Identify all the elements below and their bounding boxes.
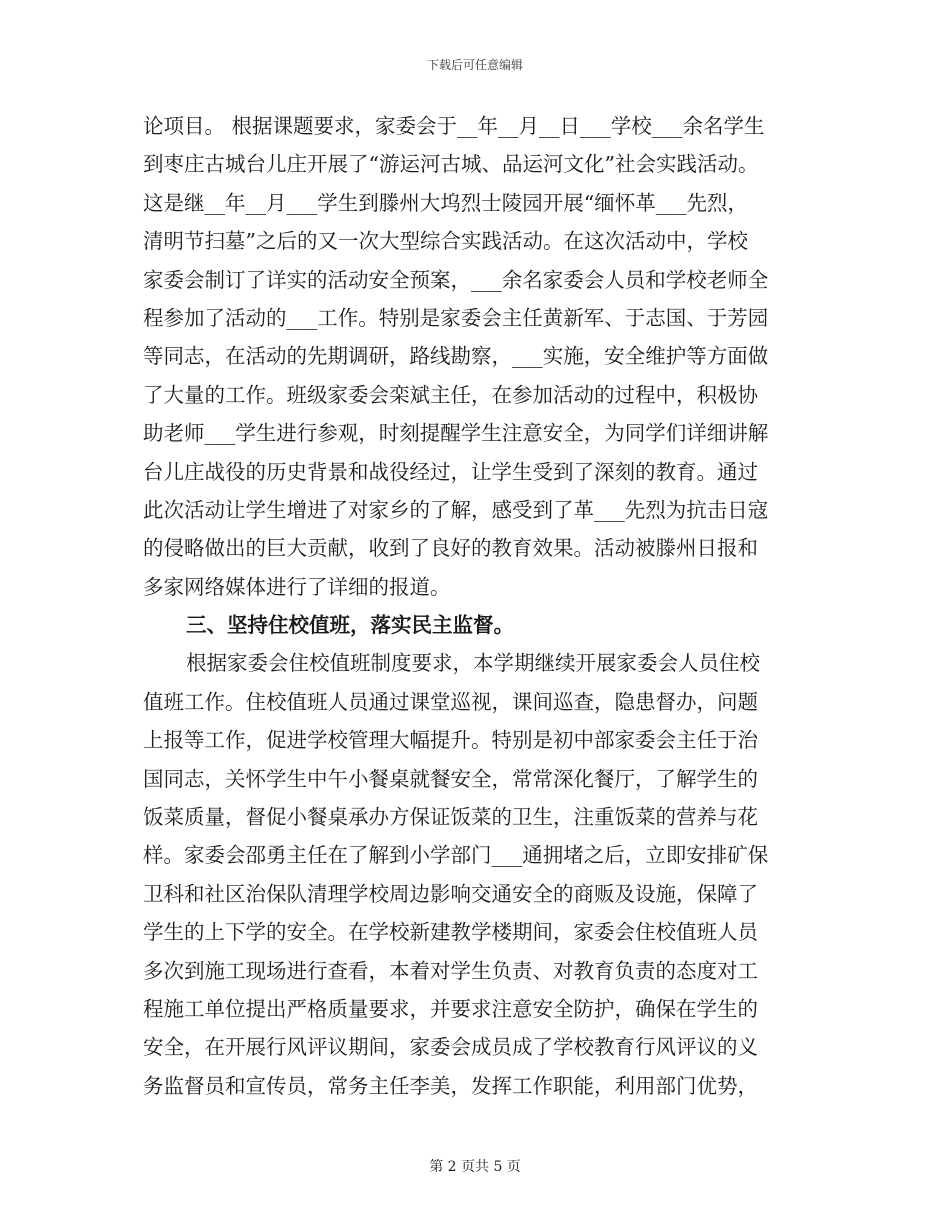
text-line: 助老师___学生进行参观，时刻提醒学生注意安全，为同学们详细讲解 — [143, 421, 769, 446]
text-line: 上报等工作，促进学校管理大幅提升。特别是初中部家委会主任于治 — [143, 728, 758, 753]
text-line: 学生的上下学的安全。在学校新建教学楼期间，家委会住校值班人员 — [143, 920, 758, 945]
text-line: 台儿庄战役的历史背景和战役经过，让学生受到了深刻的教育。通过 — [143, 459, 758, 484]
text-line: 清明节扫墓”之后的又一次大型综合实践活动。在这次活动中，学校 — [143, 229, 748, 254]
paragraph-duty — [143, 644, 808, 1105]
section-heading: 三、坚持住校值班，落实民主监督。 — [186, 613, 514, 638]
text-line: 到枣庄古城台儿庄开展了“游运河古城、品运河文化”社会实践活动。 — [143, 152, 759, 177]
text-line: 的侵略做出的巨大贡献，收到了良好的教育效果。活动被滕州日报和 — [143, 536, 758, 561]
text-line: 等同志，在活动的先期调研，路线勘察，___实施，安全维护等方面做 — [143, 344, 769, 369]
text-line: 家委会制订了详实的活动安全预案，___余名家委会人员和学校老师全 — [143, 267, 769, 292]
text-line: 程施工单位提出严格质量要求，并要求注意安全防护，确保在学生的 — [143, 996, 758, 1021]
text-line: 根据家委会住校值班制度要求，本学期继续开展家委会人员住校 — [186, 651, 760, 676]
page-number: 第 2 页共 5 页 — [429, 1159, 521, 1175]
text-line: 了大量的工作。班级家委会栾斌主任，在参加活动的过程中，积极协 — [143, 382, 758, 407]
text-line: 程参加了活动的___工作。特别是家委会主任黄新军、于志国、于芳园 — [143, 305, 769, 330]
text-line: 这是继__年__月___学生到滕州大坞烈士陵园开展“缅怀革___先烈， — [143, 190, 748, 215]
text-line: 务监督员和宣传员，常务主任李美，发挥工作职能，利用部门优势， — [143, 1073, 758, 1098]
text-line: 样。家委会邵勇主任在了解到小学部门___通拥堵之后，立即安排矿保 — [143, 843, 769, 868]
text-line: 卫科和社区治保队清理学校周边影响交通安全的商贩及设施，保障了 — [143, 881, 758, 906]
paragraph-activity — [143, 107, 808, 606]
text-line: 多家网络媒体进行了详细的报道。 — [143, 574, 451, 599]
text-line: 此次活动让学生增进了对家乡的了解，感受到了革___先烈为抗击日寇 — [143, 497, 769, 522]
text-line: 多次到施工现场进行查看，本着对学生负责、对教育负责的态度对工 — [143, 958, 758, 983]
text-line: 论项目。 根据课题要求，家委会于__年__月__日___学校___余名学生 — [143, 114, 765, 138]
text-line: 国同志，关怀学生中午小餐桌就餐安全，常常深化餐厅，了解学生的 — [143, 766, 758, 791]
text-line: 饭菜质量，督促小餐桌承办方保证饭菜的卫生，注重饭菜的营养与花 — [143, 805, 758, 830]
text-line: 值班工作。住校值班人员通过课堂巡视，课间巡查，隐患督办，问题 — [143, 689, 758, 714]
page-header: 下载后可任意编辑 — [426, 58, 523, 72]
document-body — [143, 107, 808, 1105]
text-line: 安全，在开展行风评议期间，家委会成员成了学校教育行风评议的义 — [143, 1035, 758, 1060]
